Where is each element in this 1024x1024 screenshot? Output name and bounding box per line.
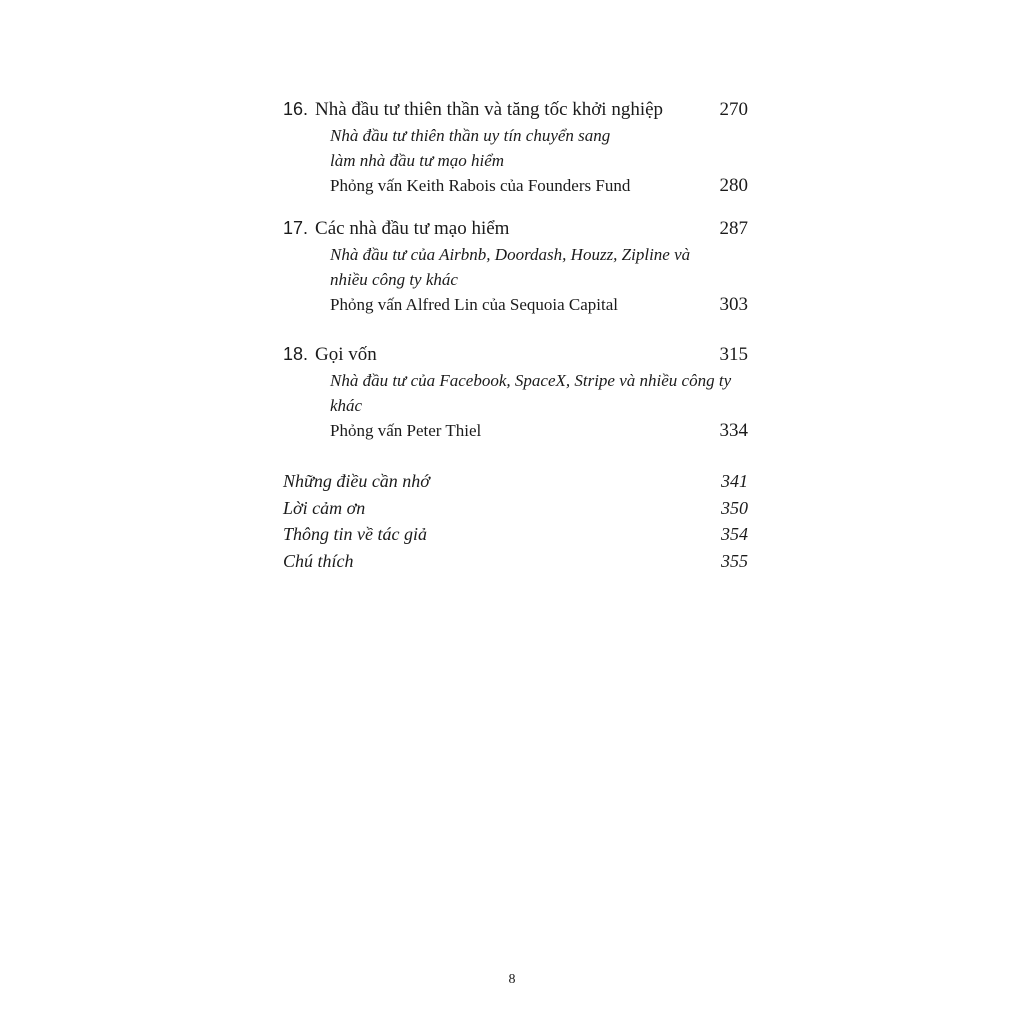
back-matter-title: Thông tin về tác giả <box>283 524 427 544</box>
chapter-page-number: 270 <box>719 99 748 120</box>
interview-page-number: 334 <box>719 420 748 441</box>
chapter-number: 17. <box>283 218 309 238</box>
back-matter-page-number: 355 <box>721 550 748 571</box>
chapter-subtitle-line: Nhà đầu tư của Facebook, SpaceX, Stripe và nhiều công ty khác <box>330 371 732 415</box>
back-matter-page-number: 354 <box>721 524 748 544</box>
interview-page-number: 303 <box>719 294 748 315</box>
chapter-subtitle-line: nhiều công ty khác <box>330 270 458 289</box>
back-matter-page-number: 341 <box>721 471 748 491</box>
toc-entry-chapter-17 <box>283 215 748 318</box>
toc-entry-chapter-16 <box>283 96 748 199</box>
chapter-number: 18. <box>283 344 309 364</box>
back-matter-page-number: 350 <box>721 497 748 518</box>
chapter-title: Các nhà đầu tư mạo hiểm <box>315 218 510 239</box>
chapter-heading <box>283 215 509 242</box>
interview-row <box>330 173 748 199</box>
interview-title: Phỏng vấn Alfred Lin của Sequoia Capital <box>330 295 618 314</box>
chapter-title: Gọi vốn <box>315 344 377 365</box>
chapter-subtitle-line: Nhà đầu tư của Airbnb, Doordash, Houzz, Zipline và <box>330 245 691 264</box>
toc-back-matter <box>283 468 748 574</box>
chapter-title: Nhà đầu tư thiên thần và tăng tốc khởi nghiệp <box>315 99 664 120</box>
back-matter-title: Những điều cần nhớ <box>283 471 430 491</box>
back-matter-row <box>283 548 748 575</box>
interview-row <box>330 418 748 444</box>
table-of-contents <box>283 96 748 574</box>
folio-page-number: 8 <box>508 972 516 987</box>
chapter-page-number: 287 <box>719 218 748 239</box>
interview-title: Phỏng vấn Peter Thiel <box>330 421 482 440</box>
chapter-number: 16. <box>283 99 309 119</box>
chapter-page-number: 315 <box>719 344 748 365</box>
back-matter-row <box>283 521 748 548</box>
chapter-title-row <box>283 96 748 123</box>
chapter-title-row <box>283 215 748 242</box>
back-matter-title: Chú thích <box>283 550 354 571</box>
interview-page-number: 280 <box>719 175 748 196</box>
toc-entry-chapter-18 <box>283 341 748 444</box>
back-matter-title: Lời cảm ơn <box>283 497 366 518</box>
chapter-heading <box>283 341 377 368</box>
back-matter-row <box>283 495 748 522</box>
chapter-title-row <box>283 341 748 368</box>
chapter-heading <box>283 96 663 123</box>
interview-row <box>330 292 748 318</box>
chapter-subtitle-line: làm nhà đầu tư mạo hiểm <box>330 151 505 170</box>
chapter-subtitle-line: Nhà đầu tư thiên thần uy tín chuyển sang <box>330 126 611 145</box>
interview-title: Phỏng vấn Keith Rabois của Founders Fund <box>330 176 631 195</box>
back-matter-row <box>283 468 748 495</box>
